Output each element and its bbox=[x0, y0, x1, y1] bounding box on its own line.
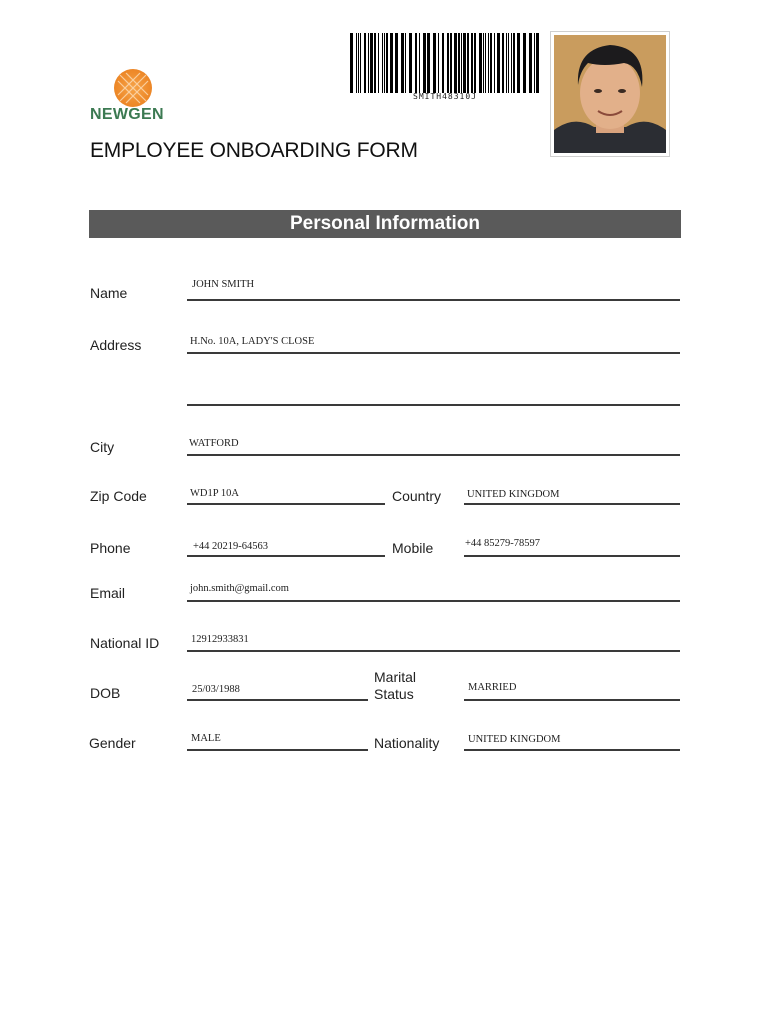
barcode-bar bbox=[368, 33, 369, 93]
barcode-bar bbox=[401, 33, 404, 93]
barcode-bar bbox=[506, 33, 507, 93]
address-label: Address bbox=[90, 337, 142, 353]
zip-code-underline bbox=[187, 503, 385, 505]
barcode-text: SMITH48310J bbox=[413, 92, 477, 101]
mobile-value[interactable]: +44 85279-78597 bbox=[465, 538, 541, 549]
zip-code-label: Zip Code bbox=[90, 488, 147, 504]
barcode-bar bbox=[405, 33, 406, 93]
barcode bbox=[350, 33, 540, 93]
employee-photo-frame bbox=[550, 31, 670, 157]
barcode-bar bbox=[419, 33, 420, 93]
barcode-bar bbox=[534, 33, 535, 93]
barcode-bar bbox=[485, 33, 486, 93]
barcode-bar bbox=[360, 33, 361, 93]
barcode-bar bbox=[356, 33, 357, 93]
gender-value[interactable]: MALE bbox=[191, 733, 221, 744]
barcode-bar bbox=[483, 33, 484, 93]
email-underline bbox=[187, 600, 680, 602]
dob-underline bbox=[187, 699, 368, 701]
name-label: Name bbox=[90, 285, 128, 301]
barcode-bar bbox=[488, 33, 489, 93]
gender-label: Gender bbox=[89, 735, 136, 751]
barcode-bar bbox=[386, 33, 388, 93]
barcode-bar bbox=[382, 33, 383, 93]
dob-value[interactable]: 25/03/1988 bbox=[192, 684, 240, 695]
logo-text: NEWGEN bbox=[90, 106, 164, 123]
barcode-bar bbox=[523, 33, 526, 93]
barcode-bar bbox=[461, 33, 462, 93]
barcode-bar bbox=[467, 33, 469, 93]
section-header-personal-information: Personal Information bbox=[89, 210, 681, 238]
barcode-bar bbox=[390, 33, 393, 93]
barcode-bar bbox=[508, 33, 509, 93]
barcode-bar bbox=[511, 33, 512, 93]
barcode-bar bbox=[350, 33, 353, 93]
barcode-bar bbox=[479, 33, 482, 93]
email-value[interactable]: john.smith@gmail.com bbox=[190, 583, 289, 594]
address-value[interactable]: H.No. 10A, LADY'S CLOSE bbox=[190, 336, 315, 347]
barcode-bar bbox=[415, 33, 417, 93]
marital-status-label-line2: Status bbox=[374, 686, 414, 702]
phone-underline bbox=[187, 555, 385, 557]
name-value[interactable]: JOHN SMITH bbox=[192, 279, 255, 290]
city-value[interactable]: WATFORD bbox=[189, 438, 239, 449]
marital-status-value[interactable]: MARRIED bbox=[468, 682, 517, 693]
barcode-bar bbox=[490, 33, 492, 93]
gender-underline bbox=[187, 749, 368, 751]
barcode-bar bbox=[427, 33, 430, 93]
barcode-bar bbox=[442, 33, 444, 93]
dob-label: DOB bbox=[90, 685, 121, 701]
barcode-bar bbox=[497, 33, 500, 93]
marital-status-label-line1: Marital bbox=[374, 669, 417, 685]
barcode-bar bbox=[370, 33, 373, 93]
city-underline bbox=[187, 454, 680, 456]
barcode-bar bbox=[384, 33, 385, 93]
barcode-bar bbox=[494, 33, 495, 93]
zip-code-value[interactable]: WD1P 10A bbox=[190, 488, 239, 499]
barcode-bar bbox=[513, 33, 515, 93]
email-label: Email bbox=[90, 585, 126, 601]
barcode-bar bbox=[471, 33, 473, 93]
barcode-bar bbox=[438, 33, 439, 93]
newgen-logo-icon bbox=[114, 69, 152, 107]
country-value[interactable]: UNITED KINGDOM bbox=[467, 489, 560, 500]
barcode-bar bbox=[536, 33, 539, 93]
barcode-bar bbox=[463, 33, 466, 93]
nationality-value[interactable]: UNITED KINGDOM bbox=[468, 734, 561, 745]
mobile-label: Mobile bbox=[392, 540, 434, 556]
barcode-bar bbox=[517, 33, 520, 93]
barcode-bar bbox=[447, 33, 449, 93]
barcode-bar bbox=[454, 33, 457, 93]
barcode-bar bbox=[450, 33, 452, 93]
address-underline bbox=[187, 352, 680, 354]
phone-label: Phone bbox=[90, 540, 131, 556]
phone-value[interactable]: +44 20219-64563 bbox=[193, 541, 269, 552]
barcode-bar bbox=[458, 33, 460, 93]
barcode-bar bbox=[378, 33, 379, 93]
nationality-label: Nationality bbox=[374, 735, 440, 751]
barcode-bar bbox=[364, 33, 366, 93]
form-title: EMPLOYEE ONBOARDING FORM bbox=[90, 139, 418, 162]
marital-status-underline bbox=[464, 699, 680, 701]
country-label: Country bbox=[392, 488, 442, 504]
barcode-bar bbox=[358, 33, 359, 93]
barcode-bar bbox=[374, 33, 376, 93]
address-line2-underline[interactable] bbox=[187, 404, 680, 406]
national-id-label: National ID bbox=[90, 635, 160, 651]
national-id-value[interactable]: 12912933831 bbox=[191, 634, 249, 645]
country-underline bbox=[464, 503, 680, 505]
barcode-bar bbox=[474, 33, 476, 93]
barcode-bar bbox=[395, 33, 398, 93]
city-label: City bbox=[90, 439, 115, 455]
name-underline bbox=[187, 299, 680, 301]
nationality-underline bbox=[464, 749, 680, 751]
barcode-bar bbox=[409, 33, 412, 93]
barcode-bar bbox=[423, 33, 426, 93]
barcode-bar bbox=[529, 33, 532, 93]
barcode-bar bbox=[502, 33, 504, 93]
mobile-underline bbox=[464, 555, 680, 557]
barcode-bar bbox=[433, 33, 436, 93]
national-id-underline bbox=[187, 650, 680, 652]
employee-photo bbox=[554, 35, 666, 153]
